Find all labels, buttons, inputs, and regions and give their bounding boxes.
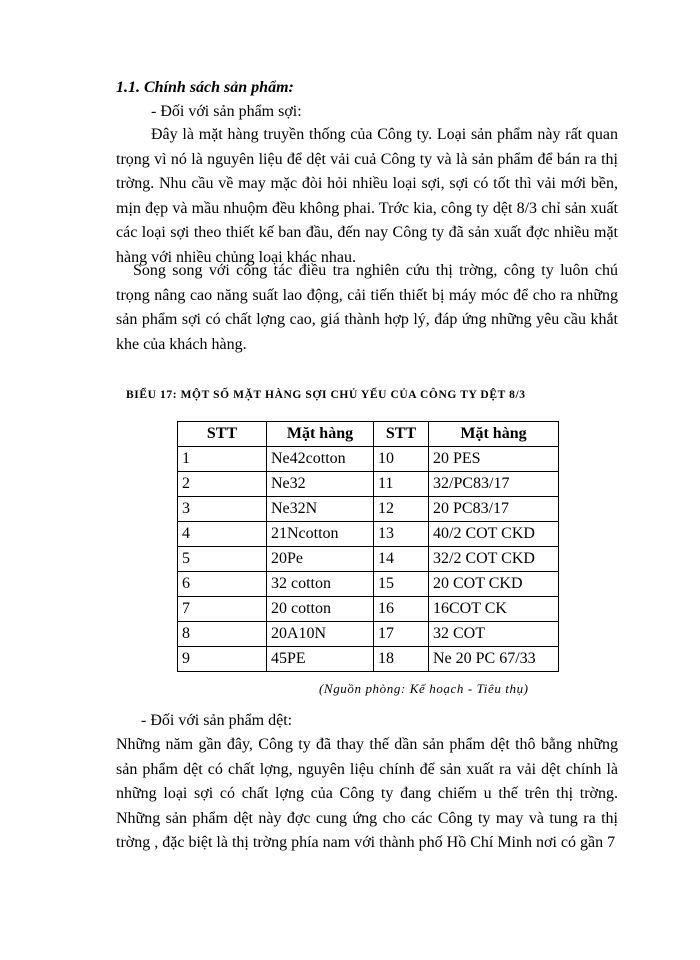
section-heading: 1.1. Chính sách sản phẩm:	[116, 79, 294, 96]
cell-stt: 9	[178, 647, 267, 672]
header-product-2: Mặt hàng	[429, 422, 559, 447]
table-row	[178, 447, 559, 472]
cell-product: Ne 20 PC 67/33	[429, 647, 559, 672]
cell-stt: 15	[374, 572, 429, 597]
cell-product: 20Pe	[267, 547, 374, 572]
cell-product: 32/PC83/17	[429, 472, 559, 497]
cell-stt: 16	[374, 597, 429, 622]
cell-product: Ne42cotton	[267, 447, 374, 472]
cell-product: 20 cotton	[267, 597, 374, 622]
cell-stt: 7	[178, 597, 267, 622]
cell-product: Ne32N	[267, 497, 374, 522]
cell-stt: 1	[178, 447, 267, 472]
cell-stt: 2	[178, 472, 267, 497]
table-row	[178, 497, 559, 522]
cell-product: 16COT CK	[429, 597, 559, 622]
cell-stt: 6	[178, 572, 267, 597]
header-stt-2: STT	[374, 422, 429, 447]
table-row	[178, 572, 559, 597]
cell-stt: 11	[374, 472, 429, 497]
cell-product: 40/2 COT CKD	[429, 522, 559, 547]
table-row	[178, 597, 559, 622]
cell-stt: 12	[374, 497, 429, 522]
cell-stt: 3	[178, 497, 267, 522]
cell-product: 20 PES	[429, 447, 559, 472]
cell-product: 20 PC83/17	[429, 497, 559, 522]
yarn-paragraph-2: Song song với công tác điều tra nghiên cứu thị trờng, công ty luôn chú trọng nâng cao năng suất lao động, cải tiến thiết bị máy móc để cho ra những sản phẩm sợi có chất lợng cao, giá thành hợp lý, đáp ứng những yêu cầu khắt khe của khách hàng.	[116, 262, 618, 353]
table-row	[178, 622, 559, 647]
cell-stt: 4	[178, 522, 267, 547]
cell-stt: 14	[374, 547, 429, 572]
cell-product: 20A10N	[267, 622, 374, 647]
cell-stt: 18	[374, 647, 429, 672]
table-row	[178, 522, 559, 547]
cell-product: 20 COT CKD	[429, 572, 559, 597]
cell-product: 32 COT	[429, 622, 559, 647]
table-header-row	[178, 422, 559, 447]
cell-stt: 17	[374, 622, 429, 647]
cell-product: Ne32	[267, 472, 374, 497]
cell-stt: 10	[374, 447, 429, 472]
yarn-paragraph-1: Đây là mặt hàng truyền thống của Công ty. Loại sản phẩm này rất quan trọng vì nó là nguyên liệu để dệt vải cuả Công ty và là sản phẩm để bán ra thị trờng. Nhu cầu về may mặc đòi hỏi nhiều loại sợi, sợi có tốt thì vải mới bền, mịn đẹp và mầu nhuộm đều không phai. Trớc kia, công ty dệt 8/3 chỉ sản xuất các loại sợi theo thiết kế ban đầu, đến nay Công ty đã sản xuất đợc nhiều mặt hàng với nhiều chủng loại khác nhau.	[116, 126, 618, 266]
fabric-paragraph: Những năm gần đây, Công ty đã thay thế dần sản phẩm dệt thô bằng những sản phẩm dệt có chất lợng, nguyên liệu chính để sản xuất ra vải dệt chính là những loại sợi có chất lợng của Công ty đang chiếm u thế trên thị trờng. Những sản phẩm dệt này đợc cung ứng cho các Công ty may và tung ra thị trờng , đặc biệt là thị trờng phía nam với thành phố Hồ Chí Minh nơi có gần 7	[116, 736, 618, 851]
table-row	[178, 472, 559, 497]
cell-stt: 8	[178, 622, 267, 647]
cell-stt: 5	[178, 547, 267, 572]
cell-product: 45PE	[267, 647, 374, 672]
header-stt-1: STT	[178, 422, 267, 447]
header-product-1: Mặt hàng	[267, 422, 374, 447]
yarn-subheading: - Đối với sản phẩm sợi:	[151, 103, 302, 120]
cell-product: 32 cotton	[267, 572, 374, 597]
cell-stt: 13	[374, 522, 429, 547]
yarn-products-table	[177, 421, 559, 672]
table-caption: BIỂU 17: MỘT SỐ MẶT HÀNG SỢI CHỦ YẾU CỦA CÔNG TY DỆT 8/3	[126, 389, 526, 401]
cell-product: 32/2 COT CKD	[429, 547, 559, 572]
cell-product: 21Ncotton	[267, 522, 374, 547]
table-row	[178, 547, 559, 572]
table-source-note: (Nguồn phòng: Kế hoạch - Tiêu thụ)	[319, 681, 529, 696]
fabric-subheading: - Đối với sản phẩm dệt:	[141, 712, 293, 729]
table-row	[178, 647, 559, 672]
